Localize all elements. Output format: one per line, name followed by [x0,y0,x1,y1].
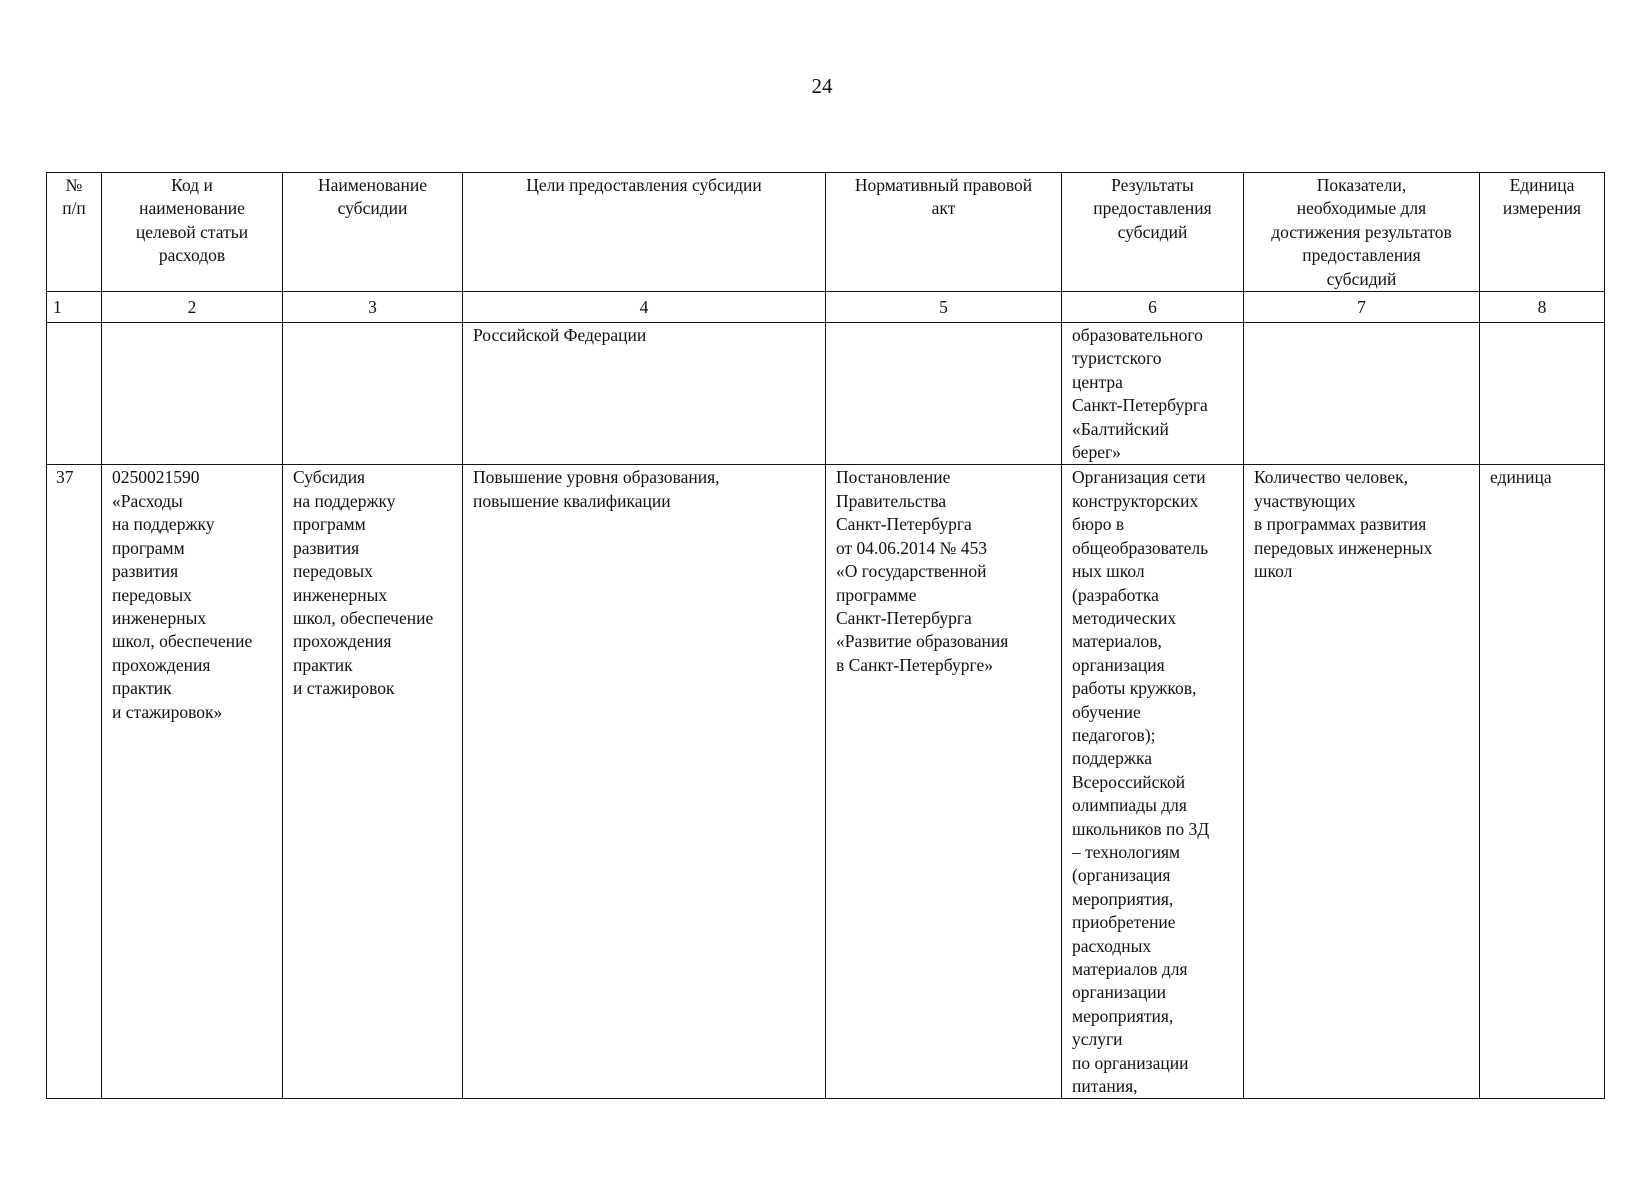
cell-text: передовых инженерных [1254,537,1433,558]
table-row [47,323,1605,465]
header-text: предоставления [1302,245,1421,266]
cell-text: передовых [112,584,192,605]
cell-text: практик [112,678,172,699]
header-cell-7 [1244,173,1480,292]
cell-text: общеобразователь [1072,537,1209,558]
cell-text: Санкт-Петербурга [836,607,972,628]
cell-text: – технологиям [1072,841,1181,862]
cell-text: приобретение [1072,912,1176,933]
header-text: Нормативный правовой [854,175,1033,195]
header-text: Наименование [317,175,428,195]
column-number-8: 8 [1480,292,1605,323]
cell-text: на поддержку [112,514,215,535]
header-text: достижения результатов [1271,221,1452,242]
table-cell-col-8 [1480,323,1605,465]
cell-text: организация [1072,654,1165,675]
cell-text: материалов для [1072,959,1188,979]
header-text: п/п [62,198,86,219]
column-number-4: 4 [463,292,826,323]
cell-text: мероприятия, [1072,1005,1174,1026]
column-number-5: 5 [826,292,1062,323]
header-text: акт [931,198,956,219]
cell-text: практик [293,654,353,675]
cell-text: расходных [1072,935,1152,956]
cell-text: Санкт-Петербурга [836,514,972,535]
subsidy-table [46,172,1605,1099]
cell-text: Правительства [836,490,947,511]
cell-text: инженерных [112,607,207,628]
header-text: Цели предоставления субсидии [526,175,762,195]
header-cell-4 [463,173,826,292]
cell-text: Повышение уровня образования, [473,467,720,488]
cell-text: программ [112,537,185,558]
column-number-6: 6 [1062,292,1244,323]
cell-text: Санкт-Петербурга [1072,395,1208,416]
cell-text: школьников по 3Д [1072,818,1210,839]
cell-text: олимпиады для [1072,795,1187,816]
cell-text: Субсидия [293,467,366,488]
table-cell-col-5 [826,465,1062,1099]
cell-text: школ [1254,561,1293,582]
column-number-2: 2 [102,292,283,323]
cell-text: прохождения [293,631,392,652]
header-cell-6 [1062,173,1244,292]
table-cell-col-2 [102,465,283,1099]
cell-text: «Балтийский [1072,418,1169,439]
cell-text: программ [293,514,366,535]
header-cell-3 [283,173,463,292]
cell-text: Всероссийской [1072,771,1186,792]
cell-text: передовых [293,561,373,582]
header-cell-5 [826,173,1062,292]
column-number-1: 1 [47,292,102,323]
column-number-7: 7 [1244,292,1480,323]
cell-text: мероприятия, [1072,888,1174,909]
cell-text: поддержка [1072,748,1153,769]
column-number-3: 3 [283,292,463,323]
cell-text: развития [112,561,179,582]
table-cell-col-5 [826,323,1062,465]
header-row [47,173,1605,292]
cell-text: образовательного [1072,325,1203,346]
cell-text: Российской Федерации [473,325,647,346]
header-text: субсидии [337,198,408,219]
cell-text: Количество человек, [1254,467,1408,488]
cell-text: (разработка [1072,584,1159,605]
cell-text: в программах развития [1254,514,1427,535]
header-text: Результаты [1111,175,1194,195]
table-cell-col-6 [1062,323,1244,465]
header-text: субсидий [1326,268,1397,289]
cell-text: развития [293,537,360,558]
table-cell-col-1 [47,465,102,1099]
header-text: Код и [171,175,213,195]
cell-text: работы кружков, [1072,678,1197,699]
cell-text: 37 [56,467,74,488]
cell-text: «О государственной [836,561,987,582]
cell-text: «Расходы [112,490,183,511]
header-text: наименование [139,198,245,219]
cell-text: программе [836,584,917,605]
header-text: предоставления [1093,198,1212,219]
cell-text: на поддержку [293,490,396,511]
header-text: Показатели, [1316,175,1407,195]
header-cell-1 [47,173,102,292]
cell-text: «Развитие образования [836,631,1009,652]
cell-text: и стажировок [293,678,395,699]
cell-text: школ, обеспечение [112,631,253,652]
table-cell-col-6 [1062,465,1244,1099]
table-cell-col-8 [1480,465,1605,1099]
cell-text: (организация [1072,865,1171,886]
header-text: измерения [1502,198,1582,219]
table-cell-col-7 [1244,323,1480,465]
column-numbers-row [47,292,1605,323]
header-text: целевой статьи [135,221,249,242]
cell-text: участвующих [1254,490,1356,511]
cell-text: питания, [1072,1076,1138,1097]
table-cell-col-3 [283,465,463,1099]
table-cell-col-2 [102,323,283,465]
header-text: субсидий [1117,221,1188,242]
cell-text: от 04.06.2014 № 453 [836,537,987,558]
header-text: № [65,175,83,195]
cell-text: прохождения [112,654,211,675]
cell-text: берег» [1072,442,1121,463]
table-cell-col-1 [47,323,102,465]
cell-text: инженерных [293,584,388,605]
cell-text: 0250021590 [112,467,200,488]
cell-text: конструкторских [1072,490,1199,511]
cell-text: и стажировок» [112,701,223,722]
cell-text: методических [1072,607,1177,628]
cell-text: педагогов); [1072,724,1156,745]
cell-text: Постановление [836,467,951,488]
table-cell-col-7 [1244,465,1480,1099]
header-text: расходов [158,245,226,266]
cell-text: школ, обеспечение [293,607,434,628]
table-cell-col-4 [463,323,826,465]
header-cell-8 [1480,173,1605,292]
cell-text: туристского [1072,348,1162,369]
table-cell-col-4 [463,465,826,1099]
page-number: 24 [811,74,833,98]
cell-text: ных школ [1072,561,1145,582]
cell-text: услуги [1072,1029,1123,1050]
cell-text: бюро в [1072,514,1125,535]
cell-text: в Санкт-Петербурге» [836,654,993,675]
cell-text: по организации [1072,1052,1189,1073]
cell-text: Организация сети [1072,467,1206,488]
cell-text: организации [1072,982,1166,1003]
table-cell-col-3 [283,323,463,465]
cell-text: материалов, [1072,631,1162,652]
header-cell-2 [102,173,283,292]
cell-text: единица [1490,467,1552,488]
header-text: Единица [1509,175,1575,195]
cell-text: обучение [1072,701,1141,722]
cell-text: центра [1072,371,1123,392]
cell-text: повышение квалификации [473,490,671,511]
table-row [47,465,1605,1099]
header-text: необходимые для [1296,198,1427,219]
